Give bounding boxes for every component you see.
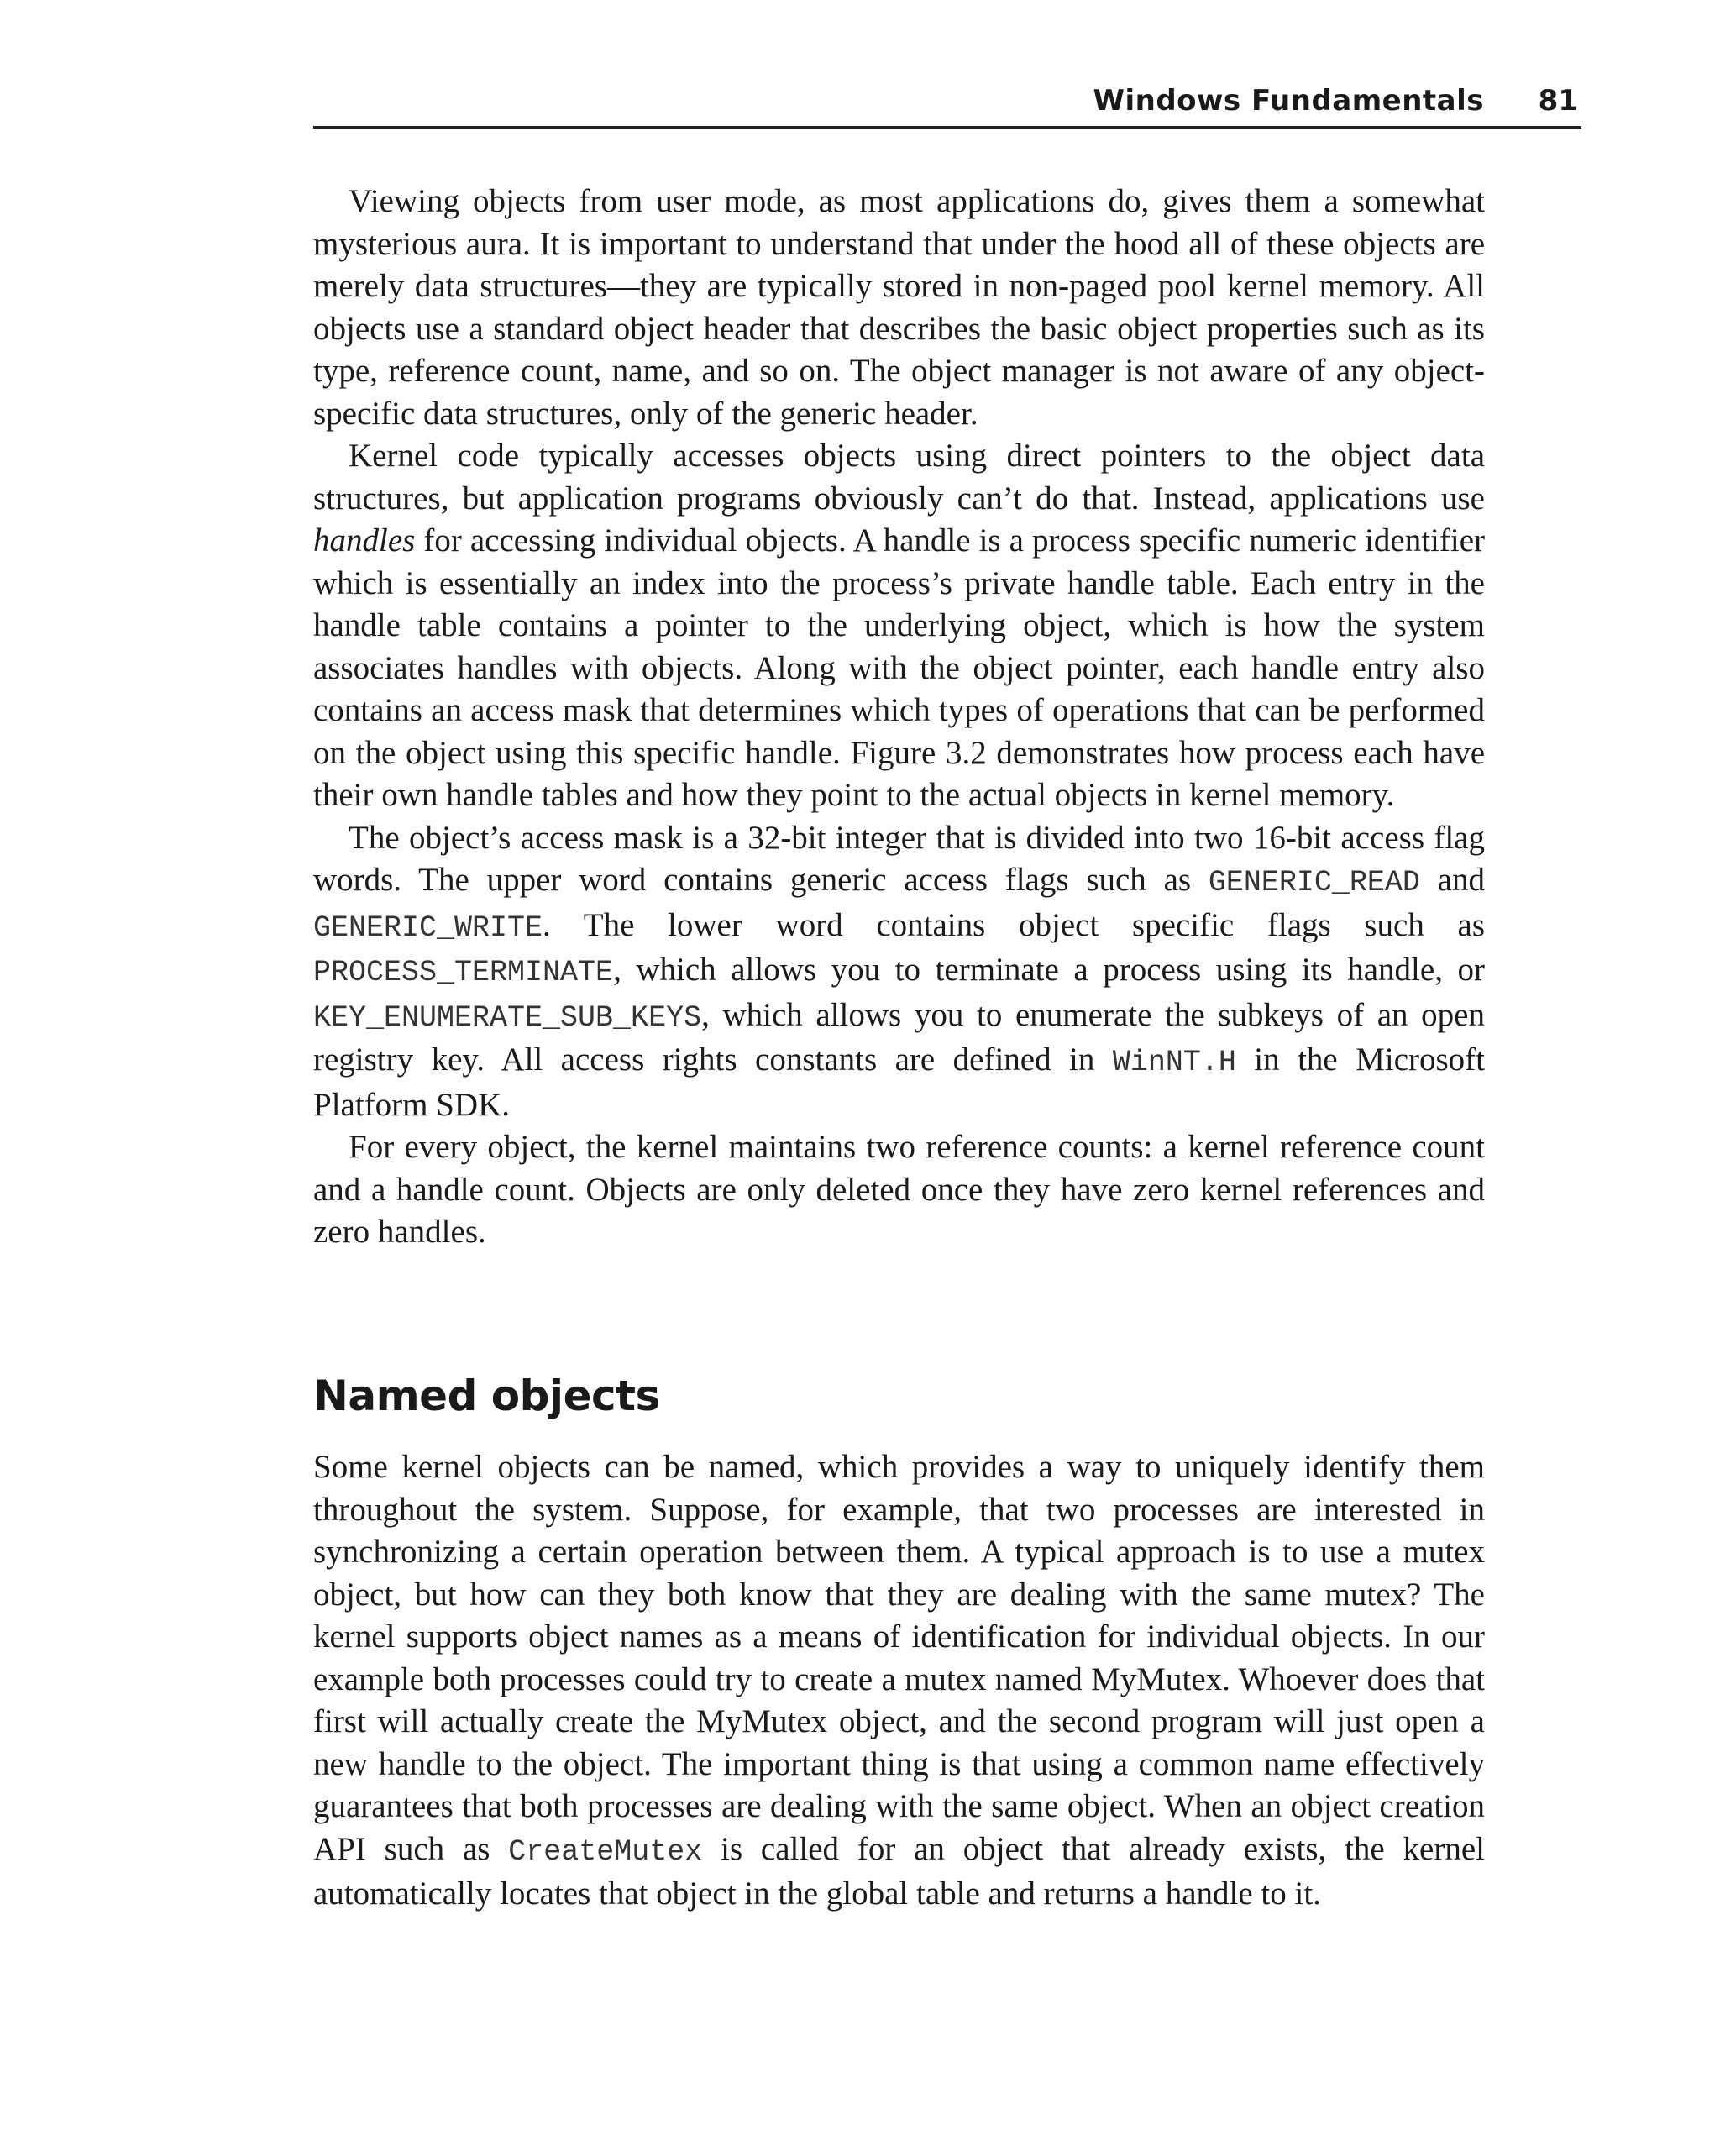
body-text-block <box>313 181 1485 1254</box>
code-constant: GENERIC_WRITE <box>313 910 543 945</box>
paragraph-text: . The lower word contains object specific flags such as <box>543 906 1485 943</box>
paragraph-text: Some kernel objects can be named, which provides a way to uniquely identify them throughout the system. Suppose, for example, that two processes are interested in synchronizing a certain operation between them. A typical approach is to use a mutex object, but how can they both know that they are dealing with the same mutex? The kernel supports object names as a means of identification for individual objects. In our example both processes could try to create a mutex named MyMutex. Whoever does that first will actually create the MyMutex object, and the second program will just open a new handle to the object. The important thing is that using a common name effectively guarantees that both processes are dealing with the same object. When an object creation API such as <box>313 1449 1485 1867</box>
paragraph-handles <box>313 435 1485 817</box>
paragraph-access-mask <box>313 817 1485 1127</box>
section-heading: Named objects <box>313 1372 660 1420</box>
paragraph-text: The object’s access mask is a 32-bit integer that is divided into two 16-bit access flag words. The upper word contains generic access flags such as <box>313 819 1485 898</box>
code-constant: PROCESS_TERMINATE <box>313 956 614 989</box>
running-header <box>313 81 1581 129</box>
paragraph-text: and <box>1419 862 1485 898</box>
paragraph-named-objects <box>313 1446 1485 1916</box>
paragraph-text: For every object, the kernel maintains two reference counts: a kernel reference count and a handle count. Objects are only deleted once they have zero kernel references and zero handles. <box>313 1129 1485 1250</box>
code-api-name: CreateMutex <box>508 1834 703 1869</box>
paragraph-text: , which allows you to enumerate the subkeys of an open registry key. All access rights constants are defined in <box>313 996 1485 1078</box>
section-body-text <box>313 1446 1485 1916</box>
running-header-title: Windows Fundamentals <box>1093 84 1484 118</box>
paragraph-text: for accessing individual objects. A handle is a process specific numeric identifier which is essentially an index into the process’s private handle table. Each entry in the handle table contains a pointer to the underlying object, which is how the system associates handles with objects. Along with the object pointer, each handle entry also contains an access mask that determines which types of operations that can be performed on the object using this specific handle. Figure 3.2 demonstrates how process each have their own handle tables and how they point to the actual objects in kernel memory. <box>313 522 1485 813</box>
paragraph-text: Kernel code typically accesses objects using direct pointers to the object data structures, but application programs obviously can’t do that. Instead, applications use <box>313 438 1485 517</box>
paragraph-text: in the Microsoft Platform SDK. <box>313 1041 1485 1123</box>
paragraph-text: is called for an object that already exists, the kernel automatically locates that object in the global table and returns a handle to it. <box>313 1830 1485 1912</box>
page-number: 81 <box>1538 84 1578 118</box>
paragraph-object-overview <box>313 181 1485 435</box>
emphasis-term: handles <box>313 522 416 559</box>
paragraph-reference-counts <box>313 1126 1485 1254</box>
paragraph-text: , which allows you to terminate a process using its handle, or <box>613 952 1485 988</box>
code-constant: GENERIC_READ <box>1208 866 1420 900</box>
code-constant: KEY_ENUMERATE_SUB_KEYS <box>313 1000 702 1035</box>
paragraph-text: Viewing objects from user mode, as most applications do, gives them a somewhat mysterious aura. It is important to understand that under the hood all of these objects are merely data structures—they are typically stored in non-paged pool kernel memory. All objects use a standard object header that describes the basic object properties such as its type, reference count, name, and so on. The object manager is not aware of any object-specific data structures, only of the generic header. <box>313 183 1485 432</box>
code-filename: WinNT.H <box>1112 1046 1236 1079</box>
